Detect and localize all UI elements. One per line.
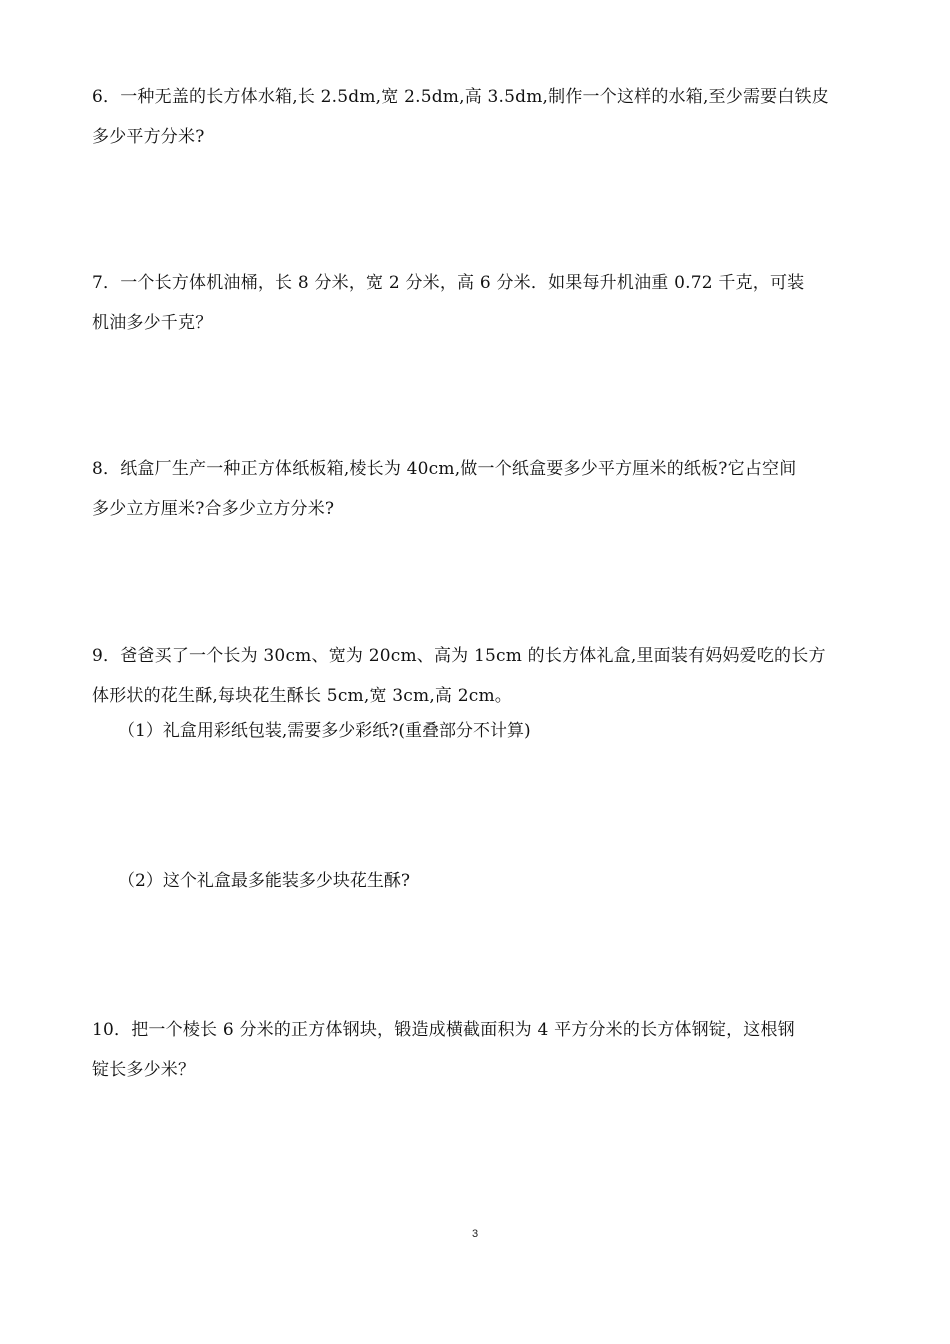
- question-8-line-1: 8．纸盒厂生产一种正方体纸板箱,棱长为 40cm,做一个纸盒要多少平方厘米的纸板?它占空间: [92, 459, 797, 479]
- question-10-line-1: 10．把一个棱长 6 分米的正方体钢块，锻造成横截面积为 4 平方分米的长方体钢锭，这根钢: [92, 1020, 795, 1040]
- question-8-line-2: 多少立方厘米?合多少立方分米?: [92, 499, 335, 519]
- question-9-line-1: 9．爸爸买了一个长为 30cm、宽为 20cm、高为 15cm 的长方体礼盒,里面装有妈妈爱吃的长方: [92, 646, 826, 666]
- question-9: [92, 636, 862, 716]
- question-10-line-2: 锭长多少米？: [92, 1060, 196, 1080]
- page-number: 3: [471, 1228, 479, 1240]
- question-6-line-1: 6．一种无盖的长方体水箱,长 2.5dm,宽 2.5dm,高 3.5dm,制作一个这样的水箱,至少需要白铁皮: [92, 87, 829, 107]
- question-6-line-2: 多少平方分米?: [92, 127, 205, 147]
- question-10: [92, 1010, 862, 1090]
- question-7-line-1: 7．一个长方体机油桶，长 8 分米，宽 2 分米，高 6 分米．如果每升机油重 0.72 千克，可装: [92, 273, 805, 293]
- question-9-part-1: （1）礼盒用彩纸包装,需要多少彩纸?(重叠部分不计算): [118, 721, 531, 741]
- question-7-line-2: 机油多少千克？: [92, 313, 213, 333]
- question-8: [92, 449, 862, 529]
- question-9-part-2: （2）这个礼盒最多能装多少块花生酥?: [118, 871, 410, 891]
- question-7: [92, 263, 862, 343]
- question-9-line-2: 体形状的花生酥,每块花生酥长 5cm,宽 3cm,高 2cm。: [92, 686, 512, 706]
- question-6: [92, 77, 862, 157]
